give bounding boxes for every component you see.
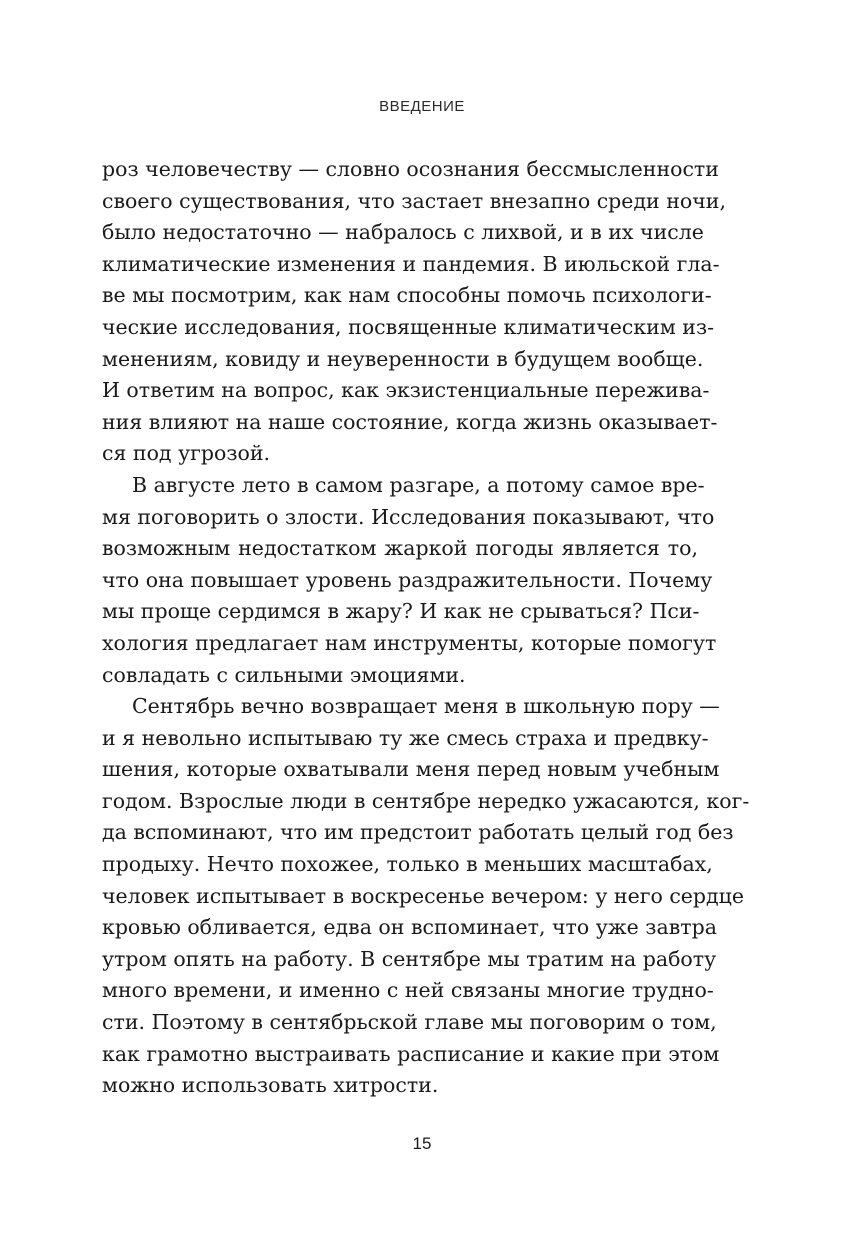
text-line: можно использовать хитрости. xyxy=(102,1073,439,1098)
text-line: годом. Взрослые люди в сентябре нередко ужасаются, ког- xyxy=(102,788,750,813)
text-line: кровью обливается, едва он вспоминает, что уже завтра xyxy=(102,915,717,940)
text-line: что она повышает уровень раздражительности. Почему xyxy=(102,567,713,592)
text-line: хология предлагает нам инструменты, которые помогут xyxy=(102,630,717,655)
text-line: роз человечеству — словно осознания бессмысленности xyxy=(102,157,719,181)
text-line: утром опять на работу. В сентябре мы тратим на работу xyxy=(102,946,717,971)
text-line: много времени, и именно с ней связаны многие трудно- xyxy=(102,978,714,1003)
text-line: ческие исследования, посвященные климатическим из- xyxy=(102,314,715,339)
text-line: В августе лето в самом разгаре, а потому самое вре- xyxy=(132,472,705,497)
paragraph-1 xyxy=(102,154,726,470)
text-line: совладать с сильными эмоциями. xyxy=(102,662,466,687)
text-line: менениям, ковиду и неуверенности в будущем вообще. xyxy=(102,346,704,371)
text-line: ся под угрозой. xyxy=(102,441,271,466)
text-line: Сентябрь вечно возвращает меня в школьную пору — xyxy=(132,694,720,719)
page-number: 15 xyxy=(412,1134,432,1153)
text-line: мы проще сердимся в жару? И как не срываться? Пси- xyxy=(102,599,700,624)
text-line: своего существования, что застает внезапно среди ночи, xyxy=(102,188,726,213)
text-line: И ответим на вопрос, как экзистенциальные пережива- xyxy=(102,378,710,403)
text-line: сти. Поэтому в сентябрьской главе мы поговорим о том, xyxy=(102,1010,717,1035)
text-line: как грамотно выстраивать расписание и какие при этом xyxy=(102,1041,720,1066)
body-text xyxy=(102,154,750,1102)
paragraph-2 xyxy=(102,470,717,691)
text-line: мя поговорить о злости. Исследования показывают, что xyxy=(102,504,715,529)
text-line: ве мы посмотрим, как нам способны помочь психологи- xyxy=(102,283,712,308)
text-line: климатические изменения и пандемия. В июльской гла- xyxy=(102,251,720,276)
text-line: было недостаточно — набралось с лихвой, и в их числе xyxy=(102,220,704,245)
text-line: шения, которые охватывали меня перед новым учебным xyxy=(102,757,720,782)
running-head: ВВЕДЕНИЕ xyxy=(379,98,465,115)
text-line: и я невольно испытываю ту же смесь страха и предвку- xyxy=(102,725,709,750)
text-line: возможным недостатком жаркой погоды является то, xyxy=(102,536,698,561)
paragraph-3 xyxy=(102,691,750,1102)
text-line: ния влияют на наше состояние, когда жизнь оказывает- xyxy=(102,409,718,434)
text-line: продыху. Нечто похожее, только в меньших масштабах, xyxy=(102,852,713,877)
text-line: да вспоминают, что им предстоит работать целый год без xyxy=(102,820,734,845)
text-line: человек испытывает в воскресенье вечером: у него сердце xyxy=(102,883,744,908)
